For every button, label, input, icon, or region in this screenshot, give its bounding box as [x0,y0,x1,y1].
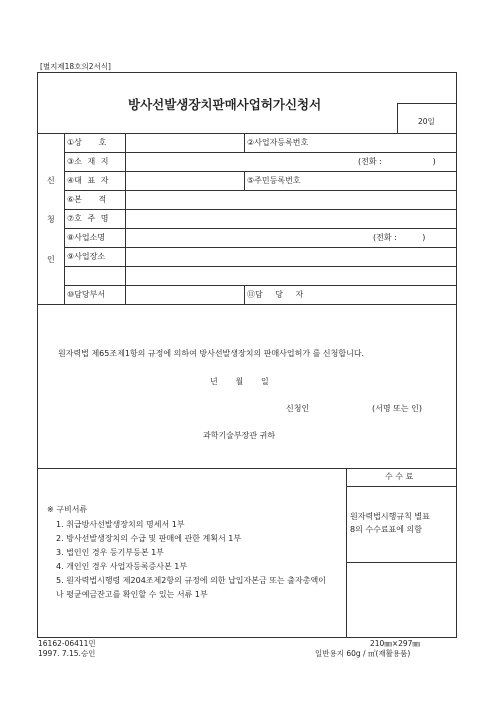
paper-spec: 일반용지 60g / ㎡(재활용품) [315,649,411,658]
application-statement: 원자력법 제65조제1항의 규정에 의하여 방사선발생장치의 판매사업허가 를 신청합니다. [58,349,365,358]
signature-note: (서명 또는 인) [372,404,422,413]
address-label: ③소 재 지 [67,157,109,166]
document-item: 3. 법인인 경우 등기부등본 1부 [56,548,164,557]
fee-text-line1: 원자력법시행규칙 별표 [350,512,430,521]
phone-field-1: (전화 : ) [358,157,436,166]
document-item: 1. 취급방사선발생장치의 명세서 1부 [56,520,185,529]
biz-reg-no-label: ②사업자등록번호 [247,138,309,147]
household-head-label: ⑦호 주 명 [67,214,109,223]
dept-label: ⑩담당부서 [67,290,106,299]
applicant-signer-label: 신청인 [286,404,310,413]
form-code: 16162-06411민 [38,639,96,648]
form-title: 방사선발생장치판매사업허가신청서 [128,97,322,112]
documents-heading: ※ 구비서류 [47,505,88,514]
person-in-charge-label: ⑪담 당 자 [247,290,304,299]
processing-period: 20일 [418,117,435,126]
applicant-label-3: 인 [47,255,55,264]
approval-date: 1997. 7.15.승인 [38,649,96,658]
fee-text-line2: 8의 수수료표에 의함 [350,525,422,534]
date-line: 년 월 일 [210,377,269,386]
applicant-label-1: 신 [47,176,55,185]
office-name-label: ⑧사업소명 [67,233,106,242]
addressee: 과학기술부장관 귀하 [203,431,276,440]
phone-field-2: (전화 : ) [373,233,426,242]
document-item: 5. 원자력법시행령 제204조제2항의 규정에 의한 납입자본금 또는 출자총액이 [56,576,326,585]
document-item: 4. 개인인 경우 사업자등록증사본 1부 [56,562,188,571]
trade-name-label: ①상 호 [67,138,107,147]
document-item: 2. 방사선발생장치의 수급 및 판매에 관한 계획서 1부 [56,534,242,543]
applicant-label-2: 청 [47,215,55,224]
representative-label: ④대 표 자 [67,176,109,185]
fee-heading: 수 수 료 [385,472,414,481]
domicile-label: ⑥본 적 [67,195,107,204]
office-location-label: ⑨사업장소 [67,252,106,261]
resident-no-label: ⑤주민등록번호 [247,176,301,185]
paper-size: 210㎜×297㎜ [370,639,420,648]
document-item: 나 평균예금잔고를 확인할 수 있는 서류 1부 [56,590,208,599]
form-number-label: [별지제18호의2서식] [40,62,111,71]
